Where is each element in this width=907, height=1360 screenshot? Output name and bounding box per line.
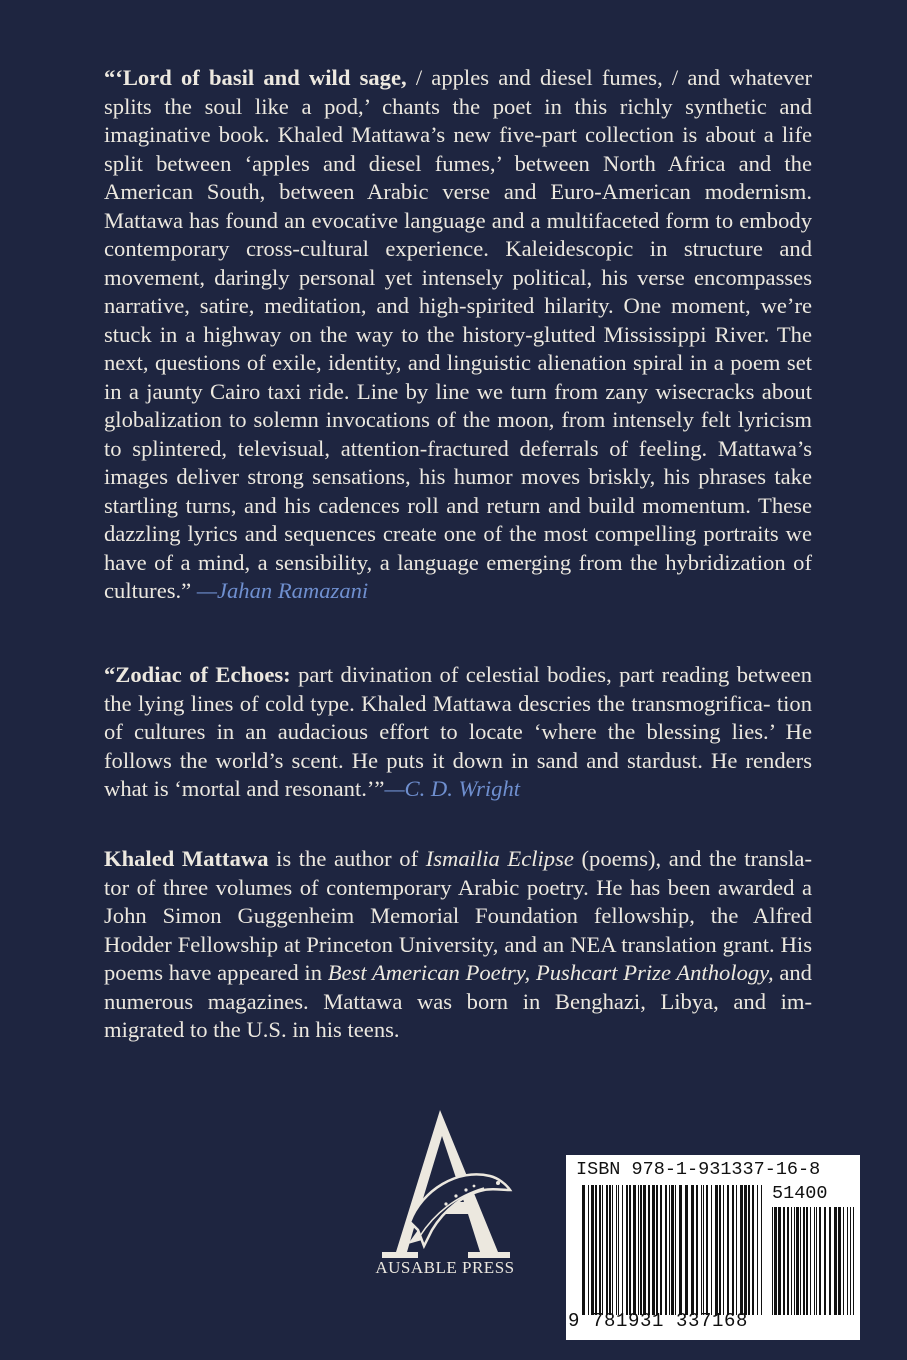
barcode-bar	[732, 1185, 734, 1315]
publisher-logo	[360, 1110, 530, 1310]
barcode-bar	[609, 1185, 611, 1315]
barcode-bar	[643, 1185, 646, 1315]
barcode-bar	[816, 1207, 817, 1315]
barcode-bar	[740, 1185, 743, 1315]
barcode-bar	[838, 1207, 841, 1315]
barcode-bar	[599, 1185, 601, 1315]
barcode-bar	[843, 1207, 844, 1315]
barcode-bar	[800, 1207, 801, 1315]
barcode-bar	[783, 1207, 785, 1315]
isbn-text: ISBN 978-1-931337-16-8	[576, 1159, 821, 1180]
barcode-bar	[853, 1207, 854, 1315]
ean-digits: 9 781931 337168	[568, 1310, 749, 1332]
barcode-bar	[850, 1207, 851, 1315]
price-code: 51400	[772, 1183, 828, 1204]
barcode-bar	[691, 1185, 694, 1315]
barcode-bar	[665, 1185, 667, 1315]
bio-text-1: is the author of	[268, 846, 426, 871]
barcode-bar	[602, 1185, 603, 1315]
barcode-bar	[616, 1185, 617, 1315]
barcode-bar	[588, 1185, 589, 1315]
author-bio	[104, 845, 812, 1045]
barcode-bar	[794, 1207, 795, 1315]
barcode-bar	[685, 1185, 688, 1315]
publisher-name: AUSABLE PRESS	[375, 1258, 515, 1277]
publication-venues: Best American Poetry, Pushcart Prize Anthology,	[327, 960, 774, 985]
barcode-bar	[638, 1185, 639, 1315]
barcode-bar	[640, 1185, 642, 1315]
barcode-bar	[591, 1185, 594, 1315]
barcode-bar	[711, 1185, 712, 1315]
barcode-bar	[612, 1185, 613, 1315]
barcode-bar	[727, 1185, 729, 1315]
barcode-bar	[618, 1185, 619, 1315]
isbn-barcode	[566, 1155, 860, 1340]
barcode-bar	[819, 1207, 821, 1315]
author-name: Khaled Mattawa	[104, 846, 269, 871]
barcode-bar	[814, 1207, 815, 1315]
barcode-bar	[752, 1185, 754, 1315]
barcode-bar	[719, 1185, 721, 1315]
barcode-bar	[791, 1207, 792, 1315]
barcode-bar	[701, 1185, 702, 1315]
barcode-bar	[595, 1185, 597, 1315]
barcode-bar	[706, 1185, 708, 1315]
barcode-bar	[582, 1185, 585, 1315]
barcode-bar	[736, 1185, 737, 1315]
barcode-bar	[723, 1185, 724, 1315]
barcode-bar	[806, 1207, 808, 1315]
barcode-bar	[622, 1185, 623, 1315]
barcode-bar	[629, 1185, 631, 1315]
barcode-bar	[787, 1207, 789, 1315]
barcode-bar	[660, 1185, 662, 1315]
barcode-bar	[696, 1185, 698, 1315]
barcode-bar	[675, 1185, 676, 1315]
barcode-bar	[703, 1185, 704, 1315]
barcode-bar	[761, 1185, 762, 1315]
barcode-bar	[803, 1207, 805, 1315]
barcode-bar	[744, 1185, 747, 1315]
barcode-bar	[626, 1185, 628, 1315]
bio-text-3: and numerous magazines. Mattawa was born in Benghazi, Libya, and im- migrated to the U.S. in his teens.	[104, 960, 812, 1042]
barcode-bar	[757, 1185, 758, 1315]
barcode-bar	[810, 1207, 811, 1315]
barcode-bar	[656, 1185, 658, 1315]
blurb-attribution: —C. D. Wright	[384, 776, 521, 801]
barcode-bar	[772, 1207, 773, 1315]
blurb-body: part divination of celestial bodies, part reading between the lying lines of cold type. Khaled Mattawa descries the transmogrifica- tion of cultures in an audacious effort to locate ‘where the blessing lies.’ He follows the world’s scent. He puts it down in sand and stardust. He renders what is ‘mortal and resonant.’”	[104, 662, 812, 801]
barcode-bar	[671, 1185, 674, 1315]
blurb-ramazani	[104, 64, 812, 606]
barcode-bar	[796, 1207, 799, 1315]
barcode-bar	[715, 1185, 718, 1315]
blurb-lead: “Zodiac of Echoes:	[104, 662, 291, 687]
blurb-wright	[104, 661, 812, 804]
bio-text-2: (poems), and the transla- tor of three volumes of contemporary Arabic poetry. He has been awarded a John Simon Guggenheim Memorial Foundation fellowship, the Alfred Hodder Fellowship at Princeton University, and an NEA translation grant. His poems have appeared in	[104, 846, 812, 985]
barcode-bar	[633, 1185, 636, 1315]
blurb-attribution: —Jahan Ramazani	[196, 578, 369, 603]
barcode-bar	[652, 1185, 655, 1315]
barcode-bar	[824, 1207, 826, 1315]
book-title: Ismailia Eclipse	[425, 846, 574, 871]
barcode-bar	[606, 1185, 608, 1315]
barcode-bar	[669, 1185, 670, 1315]
barcode-bar	[778, 1207, 781, 1315]
barcode-bar	[847, 1207, 848, 1315]
barcode-bar	[748, 1185, 750, 1315]
barcode-bar	[829, 1207, 831, 1315]
blurb-lead: “‘Lord of basil and wild sage,	[104, 65, 407, 90]
blurb-body: / apples and diesel fumes, / and whatever splits the soul like a pod,’ chants the poet in this richly synthetic and imaginative book. Khaled Mattawa’s new five-part collection is about a life split between ‘apples and diesel fumes,’ between North Africa and the American South, between Arabic verse and Euro-American modernism. Mattawa has found an evocative language and a multifaceted form to embody contemporary cross-cultural experience. Kaleidescopic in structure and movement, daringly personal yet intensely political, his verse encompasses narrative, satire, meditation, and high-spirited hilarity. One moment, we’re stuck in a highway on the way to the history-glutted Mississippi River. The next, questions of exile, identity, and linguistic alienation spiral in a poem set in a jaunty Cairo taxi ride. Line by line we turn from zany wisecracks about globalization to solemn invocations of the moon, from intensely felt lyricism to splintered, televisual, attention-fractured deferrals of feeling. Mattawa’s images deliver strong sensations, his humor moves briskly, his phrases take startling turns, and his cadences roll and return and build momentum. These dazzling lyrics and sequences create one of the most compelling portraits we have of a mind, a sensibility, a language emerging from the hybridization of cultures.”	[104, 65, 812, 603]
ausable-a-fish-icon	[360, 1110, 530, 1260]
barcode-bar	[648, 1185, 650, 1315]
barcode-bar	[834, 1207, 837, 1315]
barcode-bar	[774, 1207, 777, 1315]
barcode-bar	[679, 1185, 682, 1315]
